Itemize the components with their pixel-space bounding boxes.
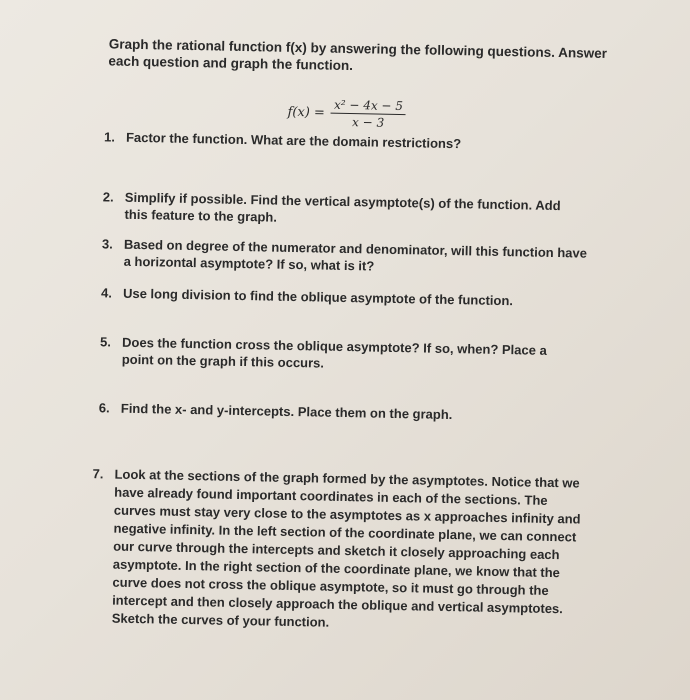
question-text: Look at the sections of the graph formed by the asymptotes. Notice that we have already found important coordinates in each of the sections. The curves must stay very close to the asymptotes as x approaches infinity and negative infinity. In the left section of the coordinate plane, we can connect our curve through the intercepts and sketch it closely approaching each asymptote. In the right section of the coordinate plane, we know that the curve does not cross the oblique asymptote, so it must go through the intercept and then closely approach the oblique and vertical asymptotes. Sketch the curves of your function.	[111, 466, 581, 630]
question-number: 6.	[98, 400, 110, 416]
question-1	[104, 128, 594, 154]
question-text: Does the function cross the oblique asymptote? If so, when? Place a point on the graph if this occurs.	[121, 334, 547, 371]
formula-lhs: f(x) =	[287, 104, 326, 121]
question-text: Based on degree of the numerator and denominator, will this function have a horizontal asymptote? If so, what is it?	[123, 236, 588, 274]
question-3	[102, 235, 593, 278]
question-4	[101, 284, 591, 310]
question-7	[90, 465, 593, 637]
question-number: 7.	[92, 466, 104, 482]
formula-numerator: x² − 4x − 5	[331, 98, 406, 115]
question-number: 1.	[103, 129, 116, 145]
question-number: 4.	[100, 285, 113, 301]
question-number: 5.	[99, 334, 112, 350]
formula-fraction	[331, 98, 407, 130]
question-number: 2.	[102, 189, 114, 205]
instructions: Graph the rational function f(x) by answering the following questions. Answer each question and graph the function.	[108, 36, 608, 74]
question-text: Factor the function. What are the domain restrictions?	[125, 129, 462, 152]
question-text: Simplify if possible. Find the vertical asymptote(s) of the function. Add this feature to the graph.	[124, 189, 561, 225]
question-number: 3.	[101, 236, 113, 252]
formula-denominator: x − 3	[351, 115, 385, 130]
question-6	[99, 399, 589, 425]
question-2	[102, 188, 573, 231]
question-5	[100, 333, 581, 376]
question-text: Use long division to find the oblique asymptote of the function.	[122, 285, 514, 309]
question-text: Find the x- and y-intercepts. Place them on the graph.	[120, 400, 453, 423]
function-formula	[287, 97, 406, 130]
